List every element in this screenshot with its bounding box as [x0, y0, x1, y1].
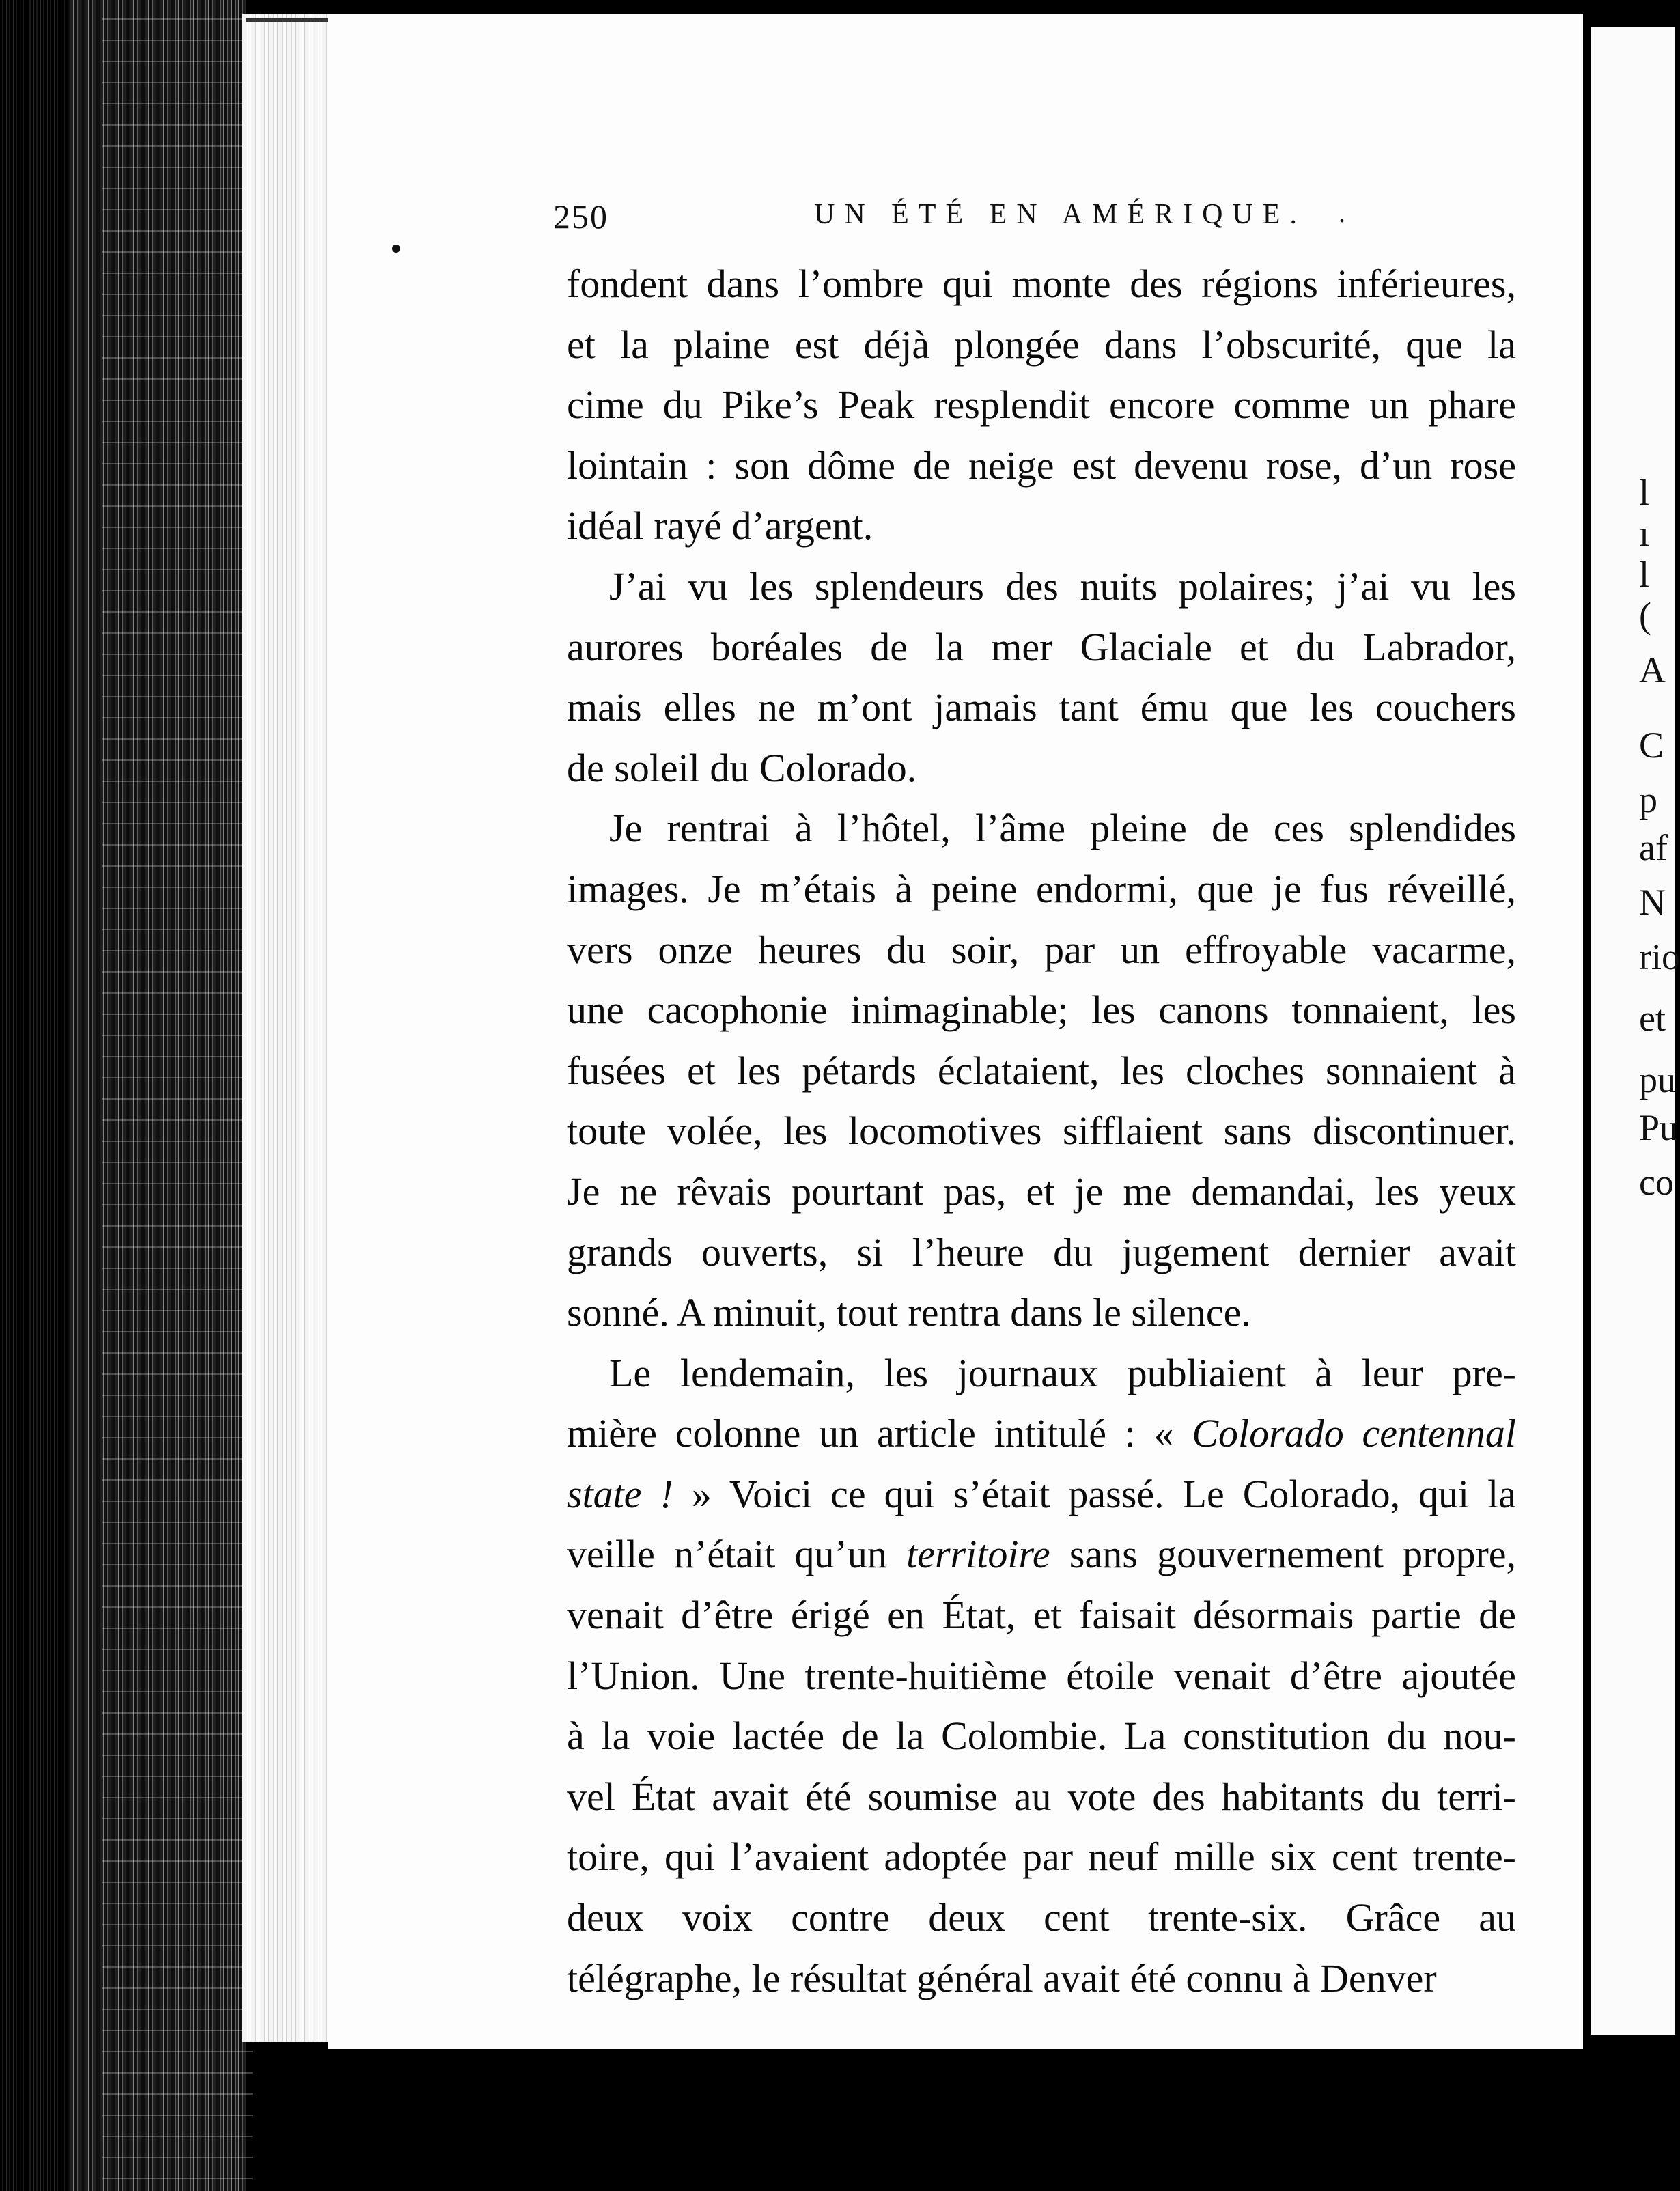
- line-text: vers onze heures du soir, par un effroyable vacarme,: [567, 927, 1516, 972]
- running-header: [553, 197, 1352, 238]
- text-line: [567, 1888, 1516, 1949]
- facing-page-fragment: p: [1639, 779, 1657, 820]
- facing-page-fragment: C: [1639, 725, 1664, 766]
- line-text: Je rentrai à l’hôtel, l’âme pleine de ces splendides: [609, 806, 1516, 851]
- text-line: [567, 496, 1516, 557]
- line-text: à la voie lactée de la Colombie. La constitution du nou-: [567, 1714, 1516, 1759]
- text-line: [567, 375, 1516, 436]
- line-text: vel État avait été soumise au vote des habitants du terri-: [567, 1774, 1516, 1819]
- text-line: [567, 678, 1516, 738]
- text-line: [567, 1223, 1516, 1283]
- line-text: et la plaine est déjà plongée dans l’obscurité, que la: [567, 322, 1516, 367]
- facing-page-fragment: N: [1639, 882, 1666, 923]
- text-line: [567, 254, 1516, 315]
- facing-page-fragment: co: [1639, 1162, 1674, 1203]
- line-text: mais elles ne m’ont jamais tant ému que les couchers: [567, 685, 1516, 730]
- book-edge-speckle: [102, 0, 253, 2191]
- line-text: télégraphe, le résultat général avait été connu à Denver: [567, 1955, 1437, 2000]
- text-line: [567, 436, 1516, 497]
- text-line: [567, 1949, 1516, 2009]
- line-text: cime du Pike’s Peak resplendit encore comme un phare: [567, 382, 1516, 428]
- facing-page-fragment: af: [1639, 827, 1668, 868]
- text-line: [567, 1524, 1516, 1585]
- text-line: [567, 1404, 1516, 1464]
- line-text: mière colonne un article intitulé : «: [567, 1411, 1192, 1456]
- italic-text: Colorado centennal: [1192, 1411, 1516, 1456]
- text-line: [567, 859, 1516, 920]
- line-text: veille n’était qu’un: [567, 1532, 907, 1577]
- line-text: toire, qui l’avaient adoptée par neuf mille six cent trente-: [567, 1834, 1516, 1880]
- header-mark: .: [1339, 197, 1345, 228]
- facing-page-fragment: l: [1639, 554, 1650, 595]
- text-line: [567, 1283, 1516, 1343]
- text-line: [567, 1767, 1516, 1828]
- facing-page-fragment: pu: [1639, 1059, 1676, 1100]
- margin-dot: [392, 245, 400, 253]
- line-text: lointain : son dôme de neige est devenu rose, d’un rose: [567, 443, 1516, 488]
- line-text: sans gouvernement propre,: [1050, 1532, 1516, 1577]
- text-line: [567, 1101, 1516, 1162]
- text-line: [567, 1827, 1516, 1888]
- line-text: idéal rayé d’argent.: [567, 503, 873, 548]
- facing-page-fragment: ı: [1639, 513, 1650, 554]
- text-line: [567, 617, 1516, 678]
- text-line: [567, 738, 1516, 799]
- line-text: fusées et les pétards éclataient, les cloches sonnaient à: [567, 1048, 1516, 1093]
- line-text: venait d’être érigé en État, et faisait désormais partie de: [567, 1593, 1516, 1638]
- facing-page-fragment: et: [1639, 998, 1666, 1039]
- text-line: [567, 1646, 1516, 1707]
- line-text: une cacophonie inimaginable; les canons tonnaient, les: [567, 988, 1516, 1033]
- line-text: sonné. A minuit, tout rentra dans le silence.: [567, 1290, 1251, 1335]
- text-line: [567, 1585, 1516, 1646]
- line-text: aurores boréales de la mer Glaciale et du Labrador,: [567, 624, 1516, 669]
- text-line: [567, 315, 1516, 376]
- line-text: de soleil du Colorado.: [567, 745, 917, 790]
- text-line: [567, 557, 1516, 617]
- text-line: [567, 1041, 1516, 1102]
- page-number: 250: [553, 197, 608, 236]
- text-line: [567, 980, 1516, 1041]
- facing-page-fragment: A: [1639, 650, 1666, 690]
- facing-page-fragment: Pu: [1639, 1107, 1679, 1148]
- page-stack-edge: [242, 14, 338, 2042]
- italic-text: territoire: [906, 1532, 1050, 1577]
- text-line: [567, 1343, 1516, 1404]
- line-text: fondent dans l’ombre qui monte des régions inférieures,: [567, 262, 1516, 306]
- text-line: [567, 920, 1516, 981]
- facing-page-fragment: rio: [1639, 936, 1680, 977]
- body-text: [567, 254, 1516, 2009]
- line-text: grands ouverts, si l’heure du jugement dernier avait: [567, 1229, 1516, 1274]
- line-text: Je ne rêvais pourtant pas, et je me demandai, les yeux: [567, 1169, 1516, 1214]
- line-text: l’Union. Une trente-huitième étoile venait d’être ajoutée: [567, 1653, 1516, 1698]
- running-title: UN ÉTÉ EN AMÉRIQUE.: [814, 199, 1306, 230]
- line-text: toute volée, les locomotives sifflaient sans discontinuer.: [567, 1108, 1516, 1154]
- line-text: Le lendemain, les journaux publiaient à leur pre-: [609, 1350, 1516, 1395]
- line-text: images. Je m’étais à peine endormi, que je fus réveillé,: [567, 866, 1516, 911]
- text-line: [567, 798, 1516, 859]
- line-text: deux voix contre deux cent trente-six. Grâce au: [567, 1895, 1516, 1940]
- line-text: » Voici ce qui s’était passé. Le Colorado, qui la: [673, 1471, 1517, 1516]
- text-line: [567, 1464, 1516, 1525]
- italic-text: state !: [567, 1471, 673, 1516]
- text-line: [567, 1162, 1516, 1223]
- text-line: [567, 1706, 1516, 1767]
- facing-page-fragment: l: [1639, 472, 1650, 513]
- facing-page-fragment: (: [1639, 595, 1651, 636]
- line-text: J’ai vu les splendeurs des nuits polaires; j’ai vu les: [609, 563, 1516, 609]
